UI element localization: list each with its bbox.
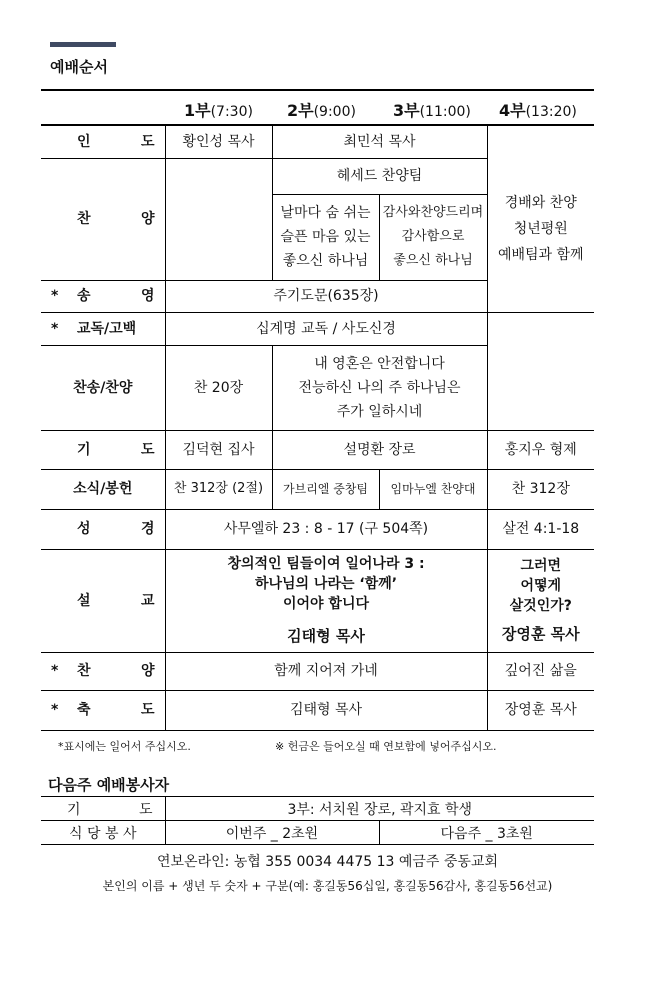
row-closing-praise (41, 652, 594, 690)
offering-s2: 가브리엘 중창팀 (272, 469, 379, 509)
service-1-header (184, 98, 253, 121)
prayer-s1: 김덕현 집사 (165, 430, 272, 469)
label-char: 기 (77, 441, 91, 458)
stand-marker: * (51, 663, 59, 679)
stand-marker: * (51, 702, 59, 718)
label-char: 도 (140, 702, 155, 718)
hymn-label (41, 280, 165, 312)
prayer-s4: 홍지우 형제 (487, 430, 594, 469)
note-offering: ※ 헌금은 들어오실 때 연보함에 넣어주십시오. (275, 740, 497, 753)
closing-praise-label (41, 652, 165, 690)
offering-s1: 찬 312장 (2절) (165, 469, 272, 509)
label-char: 기 (67, 801, 81, 818)
label-char: 양 (140, 211, 155, 227)
page-title: 예배순서 (50, 58, 108, 76)
sermon-s4-preacher: 장영훈 목사 (501, 624, 580, 643)
invocation-label (41, 126, 165, 158)
online-offering-account: 연보온라인: 농협 355 0034 4475 13 예금주 중동교회 (157, 854, 498, 870)
sermon-title-line1: 창의적인 팀들이여 일어나라 3 : (227, 555, 425, 572)
sermon-title-line2: 하나님의 나라는 ‘함께’ (254, 575, 398, 592)
label-char: 도 (140, 441, 155, 458)
sermon-label (41, 549, 165, 652)
kitchen-next-week: 다음주 _ 3초원 (379, 821, 594, 845)
scripture-s4: 살전 4:1-18 (487, 509, 594, 549)
stand-marker: * (51, 288, 59, 304)
benediction-main: 김태형 목사 (165, 690, 487, 730)
hymn-praise-s1: 찬 20장 (165, 345, 272, 430)
label-char: 설 (77, 592, 91, 609)
service-4-header (499, 98, 577, 121)
confession-label (41, 312, 165, 345)
label-char: 도 (138, 801, 153, 818)
label-char: 양 (140, 663, 155, 679)
praise-team: 헤세드 찬양팀 (272, 158, 487, 194)
next-prayer-value: 3부: 서치원 장로, 곽지효 학생 (165, 797, 594, 821)
praise-label (41, 158, 165, 280)
service-time: (9:00) (313, 104, 356, 120)
next-prayer-label (41, 797, 165, 821)
label-char: 성 (77, 521, 91, 537)
next-prayer-row (41, 797, 594, 821)
next-week-table (41, 796, 594, 845)
confession-label-text: 교독/고백 (77, 320, 137, 337)
prayer-s23: 설명환 장로 (272, 430, 487, 469)
service-time: (13:20) (525, 104, 577, 120)
label-char: 송 (77, 288, 91, 304)
label-char: 경 (140, 521, 155, 537)
row-prayer (41, 430, 594, 469)
offering-s3: 임마누엘 찬양대 (379, 469, 487, 509)
service-2-header (287, 98, 356, 121)
sermon-preacher: 김태형 목사 (287, 626, 365, 645)
benediction-label (41, 690, 165, 730)
label-char: 교 (140, 592, 155, 609)
row-benediction (41, 690, 594, 730)
label-char: 찬 (77, 211, 91, 227)
invocation-s23: 최민석 목사 (272, 126, 487, 158)
top-rule (41, 89, 594, 91)
service-label: 3부 (393, 101, 420, 120)
service-label: 2부 (287, 101, 314, 120)
row-offering (41, 469, 594, 509)
kitchen-this-week: 이번주 _ 2초원 (165, 821, 379, 845)
confession-s4 (487, 312, 594, 430)
worship-order-table (41, 126, 594, 731)
label-char: 찬 (77, 663, 91, 679)
next-kitchen-row (41, 821, 594, 845)
praise-s1 (165, 158, 272, 280)
offering-label (41, 469, 165, 509)
closing-praise-main: 함께 지어져 가네 (165, 652, 487, 690)
stand-marker: * (51, 320, 59, 337)
row-confession (41, 312, 594, 345)
sermon-s4-title: 그러면 어떻게 살것인가? (509, 557, 572, 614)
prayer-label (41, 430, 165, 469)
closing-praise-s4: 깊어진 삶을 (487, 652, 594, 690)
scripture-label (41, 509, 165, 549)
offering-s4: 찬 312장 (487, 469, 594, 509)
hymn-value: 주기도문(635장) (165, 280, 487, 312)
row-sermon (41, 549, 594, 652)
service-time: (7:30) (210, 104, 253, 120)
next-week-title: 다음주 예배봉사자 (48, 776, 170, 794)
label-char: 축 (77, 702, 91, 718)
label-char: 인 (77, 133, 91, 150)
scripture-main: 사무엘하 23 : 8 - 17 (구 504쪽) (165, 509, 487, 549)
service-time: (11:00) (419, 104, 471, 120)
label-char: 도 (140, 133, 155, 150)
hymn-praise-s23: 내 영혼은 안전합니다 전능하신 나의 주 하나님은 주가 일하시네 (272, 345, 487, 430)
praise-s2: 날마다 숨 쉬는 슬픈 마음 있는 좋으신 하나님 (272, 194, 379, 280)
hymn-praise-label-text: 찬송/찬양 (73, 379, 133, 396)
service-label: 1부 (184, 101, 211, 120)
sermon-main (165, 549, 487, 652)
benediction-s4: 장영훈 목사 (487, 690, 594, 730)
name-rule: 본인의 이름 + 생년 두 숫자 + 구분(예: 홍길동56십일, 홍길동56감사, 홍길동56선교) (102, 879, 553, 893)
praise-s3: 감사와찬양드리며 감사함으로 좋으신 하나님 (379, 194, 487, 280)
sermon-title-line3: 이어야 합니다 (282, 595, 370, 612)
confession-value: 십계명 교독 / 사도신경 (165, 312, 487, 345)
invocation-s1: 황인성 목사 (165, 126, 272, 158)
hymn-praise-label (41, 345, 165, 430)
offering-label-text: 소식/봉헌 (73, 481, 133, 497)
next-kitchen-label: 식 당 봉 사 (41, 821, 165, 845)
label-char: 영 (140, 288, 155, 304)
note-stand: *표시에는 일어서 주십시오. (58, 740, 191, 753)
row-invocation (41, 126, 594, 158)
sermon-s4 (487, 549, 594, 652)
row-scripture (41, 509, 594, 549)
title-accent-bar (50, 42, 116, 47)
service-3-header (393, 98, 471, 121)
service-label: 4부 (499, 101, 526, 120)
worship-team-note: 경배와 찬양 청년평원 예배팀과 함께 (487, 126, 594, 312)
